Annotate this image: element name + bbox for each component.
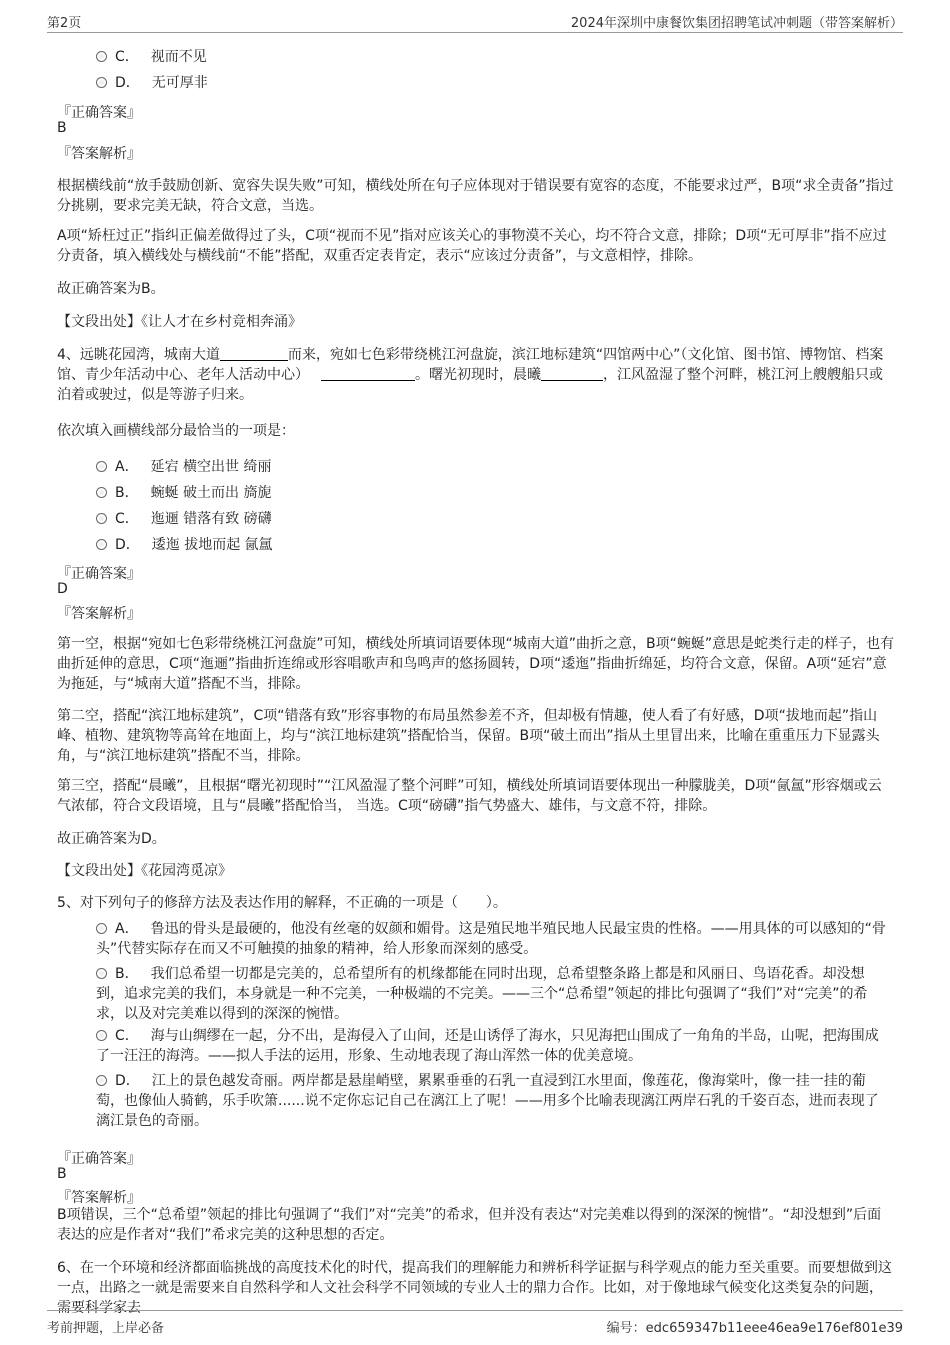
q4-source: 【文段出处】《花园湾觅凉》 xyxy=(57,863,232,879)
blank-2 xyxy=(321,368,415,381)
q4-analysis-para-1: 第一空，根据“宛如七色彩带绕桃江河盘旋”可知，横线处所填词语要体现“城南大道”曲折之意，B项“蜿蜒”意思是蛇类行走的样子，也有曲折延伸的意思，C项“迤逦”指曲折连绵或形容唱歌声和鸟鸣声的悠扬圆转，D项“逶迤”指曲折绵延，均符合文意，保留。A项“延宕”意为拖延，与“城南大道”搭配不当，排除。 xyxy=(57,636,895,692)
radio-icon[interactable] xyxy=(96,513,107,524)
q4-option-a[interactable]: A． 延宕 横空出世 绮丽 xyxy=(96,457,271,477)
radio-icon[interactable] xyxy=(96,1075,107,1086)
radio-icon[interactable] xyxy=(96,51,107,62)
q4-option-b[interactable]: B． 蜿蜒 破土而出 旖旎 xyxy=(96,483,272,503)
q4-stem: 4、远眺花园湾，城南大道 而来，宛如七色彩带绕桃江河盘旋，滨江地标建筑“四馆两中心”（文化馆、图书馆、博物馆、档案馆、青少年活动中心、老年人活动中心） 。曙光初现时，晨曦 ，江风盈湿了整个河畔，桃江河上艘艘船只或泊着或驶过，似是等游子归来。 xyxy=(57,347,884,403)
q5-analysis-label: 『答案解析』 xyxy=(57,1190,141,1206)
radio-icon[interactable] xyxy=(96,539,107,550)
page-footer xyxy=(47,1310,903,1335)
q4-analysis-para-2: 第二空，搭配“滨江地标建筑”，C项“错落有致”形容事物的布局虽然参差不齐，但却极有情趣，使人看了有好感，D项“拔地而起”指山峰、植物、建筑物等高耸在地面上，均与“滨江地标建筑”搭配恰当，保留。B项“破土而出”指从土里冒出来，比喻在重重压力下显露头角，与“滨江地标建筑”搭配不当，排除。 xyxy=(57,708,880,764)
blank-1 xyxy=(220,348,288,361)
q4-analysis-para-3: 第三空，搭配“晨曦”，且根据“曙光初现时”“江风盈湿了整个河畔”可知，横线处所填词语要体现出一种朦胧美，D项“氤氲”形容烟或云气浓郁，符合文段语境，且与“晨曦”搭配恰当， 当选。C项“磅礴”指气势盛大、雄伟，与文意不符，排除。 xyxy=(57,778,882,814)
q4-conclusion: 故正确答案为D。 xyxy=(57,831,166,847)
q5-option-b[interactable]: B． 我们总希望一切都是完美的，总希望所有的机缘都能在同时出现，总希望整条路上都是和风丽日、鸟语花香。却没想到，追求完美的我们，本身就是一种不完美，一种极端的不完美。——三个“总希望”领起的排比句强调了“我们”对“完美”的希求，以及对完美难以得到的深深的惋惜。 xyxy=(96,966,868,1022)
q3-source: 【文段出处】《让人才在乡村竞相奔涌》 xyxy=(57,314,302,330)
q3-conclusion: 故正确答案为B。 xyxy=(57,281,165,297)
q6-stem: 6、在一个环境和经济都面临挑战的高度技术化的时代，提高我们的理解能力和辨析科学证据与科学观点的能力至关重要。而要想做到这一点，出路之一就是需要来自自然科学和人文社会科学不同领域的专业人士的鼎力合作。比如，对于像地球气候变化这类复杂的问题，需要科学家去 xyxy=(57,1260,892,1316)
q3-correct-label: 『正确答案』 xyxy=(57,105,141,121)
q3-analysis-label: 『答案解析』 xyxy=(57,146,141,162)
radio-icon[interactable] xyxy=(96,968,107,979)
radio-icon[interactable] xyxy=(96,77,107,88)
q4-analysis-label: 『答案解析』 xyxy=(57,606,141,622)
q5-correct-label: 『正确答案』 xyxy=(57,1151,141,1167)
q3-option-d[interactable]: D． 无可厚非 xyxy=(96,73,208,93)
q5-answer: B xyxy=(57,1166,67,1182)
q5-stem: 5、对下列句子的修辞方法及表达作用的解释，不正确的一项是（ ）。 xyxy=(57,895,507,911)
q5-option-c[interactable]: C． 海与山绸缪在一起，分不出，是海侵入了山间，还是山诱俘了海水，只见海把山围成了一角角的半岛，山呢，把海围成了一汪汪的海湾。——拟人手法的运用，形象、生动地表现了海山浑然一体的优美意境。 xyxy=(96,1028,879,1064)
radio-icon[interactable] xyxy=(96,461,107,472)
q3-analysis-para-2: A项“矫枉过正”指纠正偏差做得过了头，C项“视而不见”指对应该关心的事物漠不关心，均不符合文意，排除；D项“无可厚非”指不应过分责备，填入横线处与横线前“不能”搭配，双重否定表肯定，表示“应该过分责备”，与文意相悖，排除。 xyxy=(57,228,887,264)
q4-option-d[interactable]: D． 逶迤 拔地而起 氤氲 xyxy=(96,535,273,555)
document-id: 编号：edc659347b11eee46ea9e176ef801e39 xyxy=(606,1321,903,1336)
q5-analysis-para-1: B项错误，三个“总希望”领起的排比句强调了“我们”对“完美”的希求，但并没有表达“对完美难以得到的深深的惋惜”。“却没想到”后面表达的应是作者对“我们”希求完美的这种思想的否定。 xyxy=(57,1207,882,1243)
radio-icon[interactable] xyxy=(96,923,107,934)
radio-icon[interactable] xyxy=(96,1030,107,1041)
blank-3 xyxy=(541,368,603,381)
q3-analysis-para-1: 根据横线前“放手鼓励创新、宽容失误失败”可知，横线处所在句子应体现对于错误要有宽容的态度，不能要求过严，B项“求全责备”指过分挑剔，要求完美无缺，符合文意，当选。 xyxy=(57,178,894,214)
q4-option-c[interactable]: C． 迤逦 错落有致 磅礴 xyxy=(96,509,272,529)
radio-icon[interactable] xyxy=(96,487,107,498)
q5-option-d[interactable]: D． 江上的景色越发奇丽。两岸都是悬崖峭壁，累累垂垂的石乳一直浸到江水里面，像莲花，像海棠叶，像一挂一挂的葡萄，也像仙人骑鹤，乐手吹箫......说不定你忘记自己在漓江上了呢！——用多个比喻表现漓江两岸石乳的千姿百态，进而表现了漓江景色的奇丽。 xyxy=(96,1073,879,1129)
q4-correct-label: 『正确答案』 xyxy=(57,566,141,582)
q4-prompt: 依次填入画横线部分最恰当的一项是： xyxy=(57,423,295,439)
q4-answer: D xyxy=(57,581,68,597)
document-title: 2024年深圳中康餐饮集团招聘笔试冲刺题（带答案解析） xyxy=(570,16,903,31)
q3-answer: B xyxy=(57,120,67,136)
q5-option-a[interactable]: A． 鲁迅的骨头是最硬的，他没有丝毫的奴颜和媚骨。这是殖民地半殖民地人民最宝贵的性格。——用具体的可以感知的“骨头”代替实际存在而又不可触摸的抽象的精神，给人形象而深刻的感受。 xyxy=(96,921,886,957)
page-number: 第2页 xyxy=(47,16,82,31)
page-header xyxy=(47,10,903,33)
q3-option-c[interactable]: C． 视而不见 xyxy=(96,47,207,67)
footer-slogan: 考前押题，上岸必备 xyxy=(47,1321,165,1336)
